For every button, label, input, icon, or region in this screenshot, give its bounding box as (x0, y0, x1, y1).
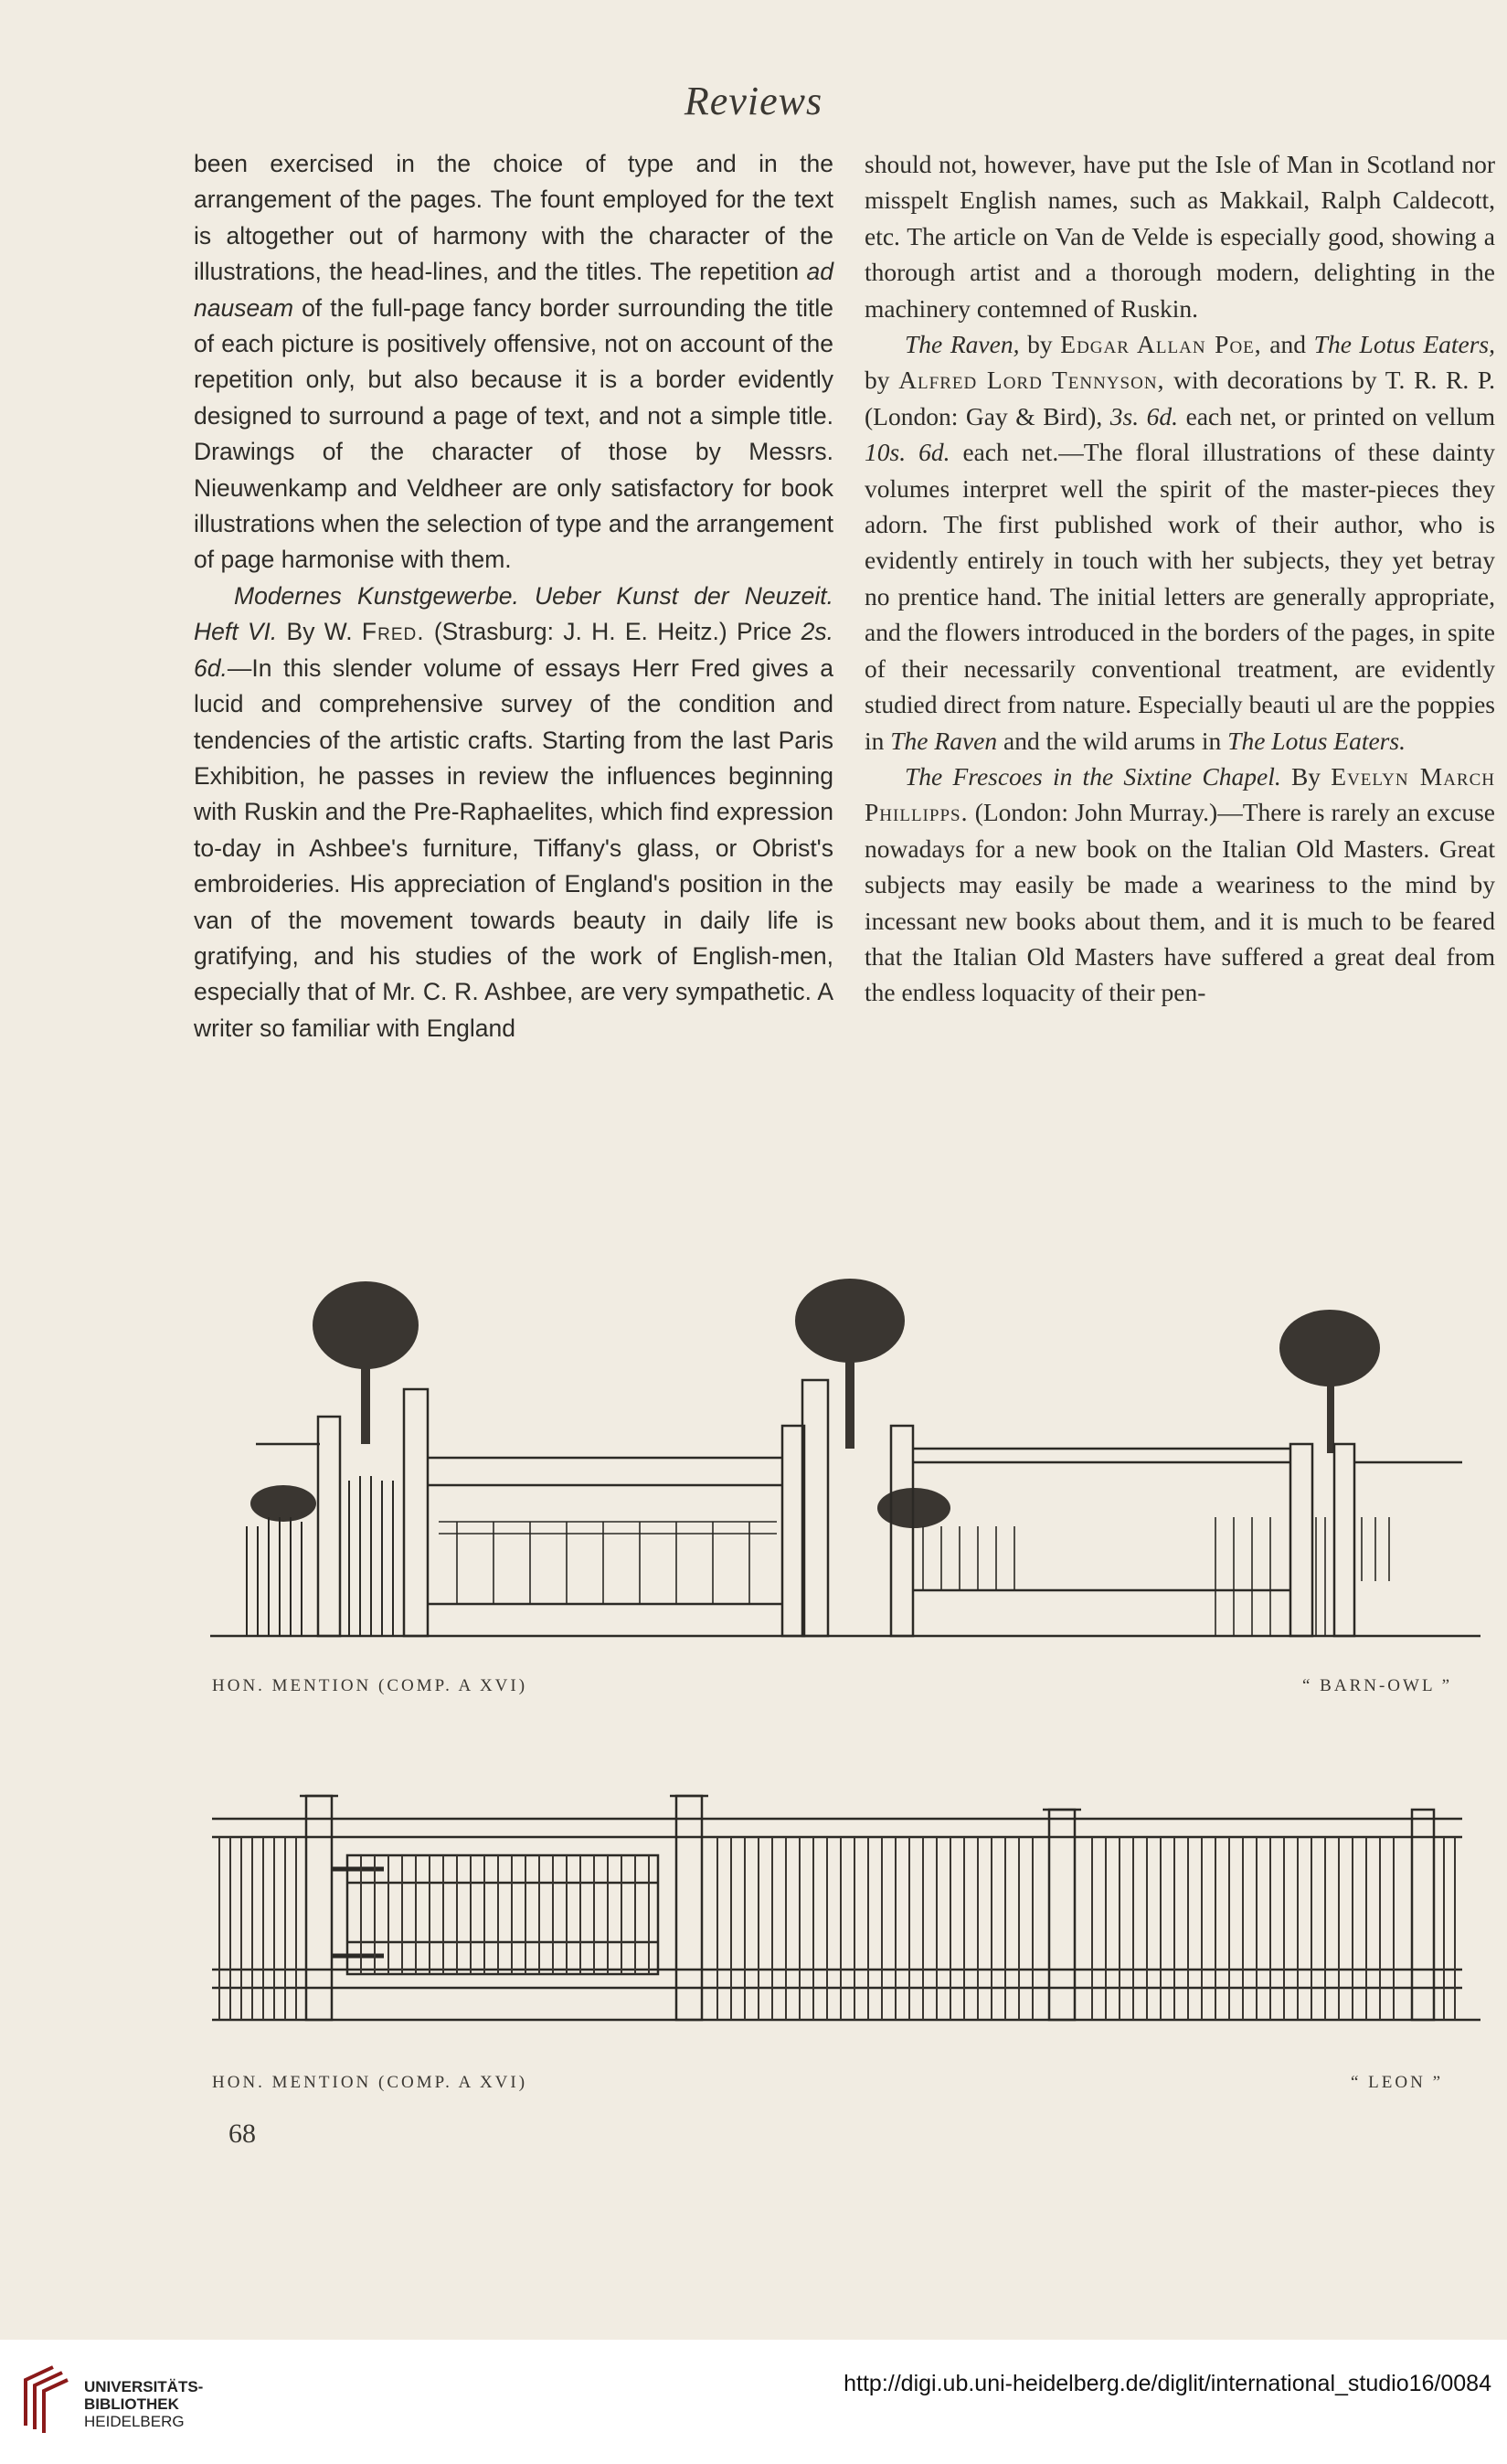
page-title: Reviews (684, 79, 823, 123)
library-name-line-2: BIBLIOTHEK (84, 2395, 179, 2413)
figure-1-caption-left: HON. MENTION (COMP. A XVI) (212, 1676, 528, 1695)
right-paragraph-2: The Raven, by Edgar Allan Poe, and The Lotus Eaters, by Alfred Lord Tennyson, with decorations by T. R. R. P. (London: Gay & Bird), 3s. 6d. each net, or printed on vellum 10s. 6d. each net.—The floral illustrations of these dainty volumes interpret well the spirit of the master-pieces they adorn. The first published work of their author, who is evidently entirely in touch with her subjects, they yet betray no prentice hand. The initial letters are generally appropriate, and the flowers introduced in the borders of the pages, in spite of their necessarily conventional treatment, are evidently studied direct from nature. Especially beauti ul are the poppies in The Raven and the wild arums in The Lotus Eaters. (865, 330, 1496, 755)
fence-drawing-1 (0, 1243, 1507, 1682)
figure-2-caption-left: HON. MENTION (COMP. A XVI) (212, 2073, 528, 2092)
right-paragraph-1: should not, however, have put the Isle of Man in Scotland nor misspelt English names, such as Makkail, Ralph Caldecott, etc. The article on Van de Velde is especially good, showing a thorough artist and a thorough modern, delighting in the machinery contemned of Ruskin. (865, 150, 1495, 323)
page-number: 68 (228, 2119, 256, 2149)
fence-illustration-barn-owl (0, 1243, 1507, 1695)
left-paragraph-2: Modernes Kunstgewerbe. Ueber Kunst der Neuzeit. Heft VI. By W. Fred. (Strasburg: J. H. E. Heitz.) Price 2s. 6d.—In this slender volume of essays Herr Fred gives a lucid and comprehensive survey of the condition and tendencies of the artistic crafts. Starting from the last Paris Exhibition, he passes in review the influences beginning with Ruskin and the Pre-Raphaelites, which find expression to-day in Ashbee's furniture, Tiffany's glass, or Obrist's embroideries. His appreciation of England's position in the van of the movement towards beauty in daily life is gratifying, and his studies of the work of English-men, especially that of Mr. C. R. Ashbee, are very sympathetic. A writer so familiar with England (194, 581, 833, 1042)
left-column (194, 146, 833, 1046)
library-logo-icon (16, 2362, 71, 2435)
source-url-link[interactable]: http://digi.ub.uni-heidelberg.de/diglit/international_studio16/0084 (844, 2371, 1491, 2396)
right-paragraph-3: The Frescoes in the Sixtine Chapel. By Evelyn March Phillipps. (London: John Murray.)—There is rarely an excuse nowadays for a new book on the Italian Old Masters. Great subjects may easily be made a weariness to the mind by incessant new books about them, and it is much to be feared that the Italian Old Masters have suffered a great deal from the endless loquacity of their pen- (865, 761, 1495, 1007)
fence-illustration-leon (0, 1782, 1507, 2092)
left-paragraph-1: been exercised in the choice of type and in the arrangement of the pages. The fount employed for the text is altogether out of harmony with the character of the illustrations, the head-lines, and the titles. The repetition ad nauseam of the full-page fancy border surrounding the title of each picture is positively offensive, not on account of the repetition only, but also because it is a border evidently designed to surround a page of text, and not a simple title. Drawings of the character of those by Messrs. Nieuwenkamp and Veldheer are only satisfactory for book illustrations when the selection of type and the arrangement of page harmonise with them. (194, 150, 833, 574)
figure-2-caption-right: “ LEON ” (1351, 2073, 1444, 2092)
library-name-line-3: HEIDELBERG (84, 2413, 185, 2430)
fence-drawing-2 (0, 1782, 1507, 2084)
figure-1-caption-right: “ BARN-OWL ” (1302, 1676, 1453, 1695)
footer-bar (0, 2340, 1507, 2464)
library-name (84, 2378, 203, 2430)
right-column (865, 146, 1495, 1011)
library-name-line-1: UNIVERSITÄTS- (84, 2378, 204, 2395)
